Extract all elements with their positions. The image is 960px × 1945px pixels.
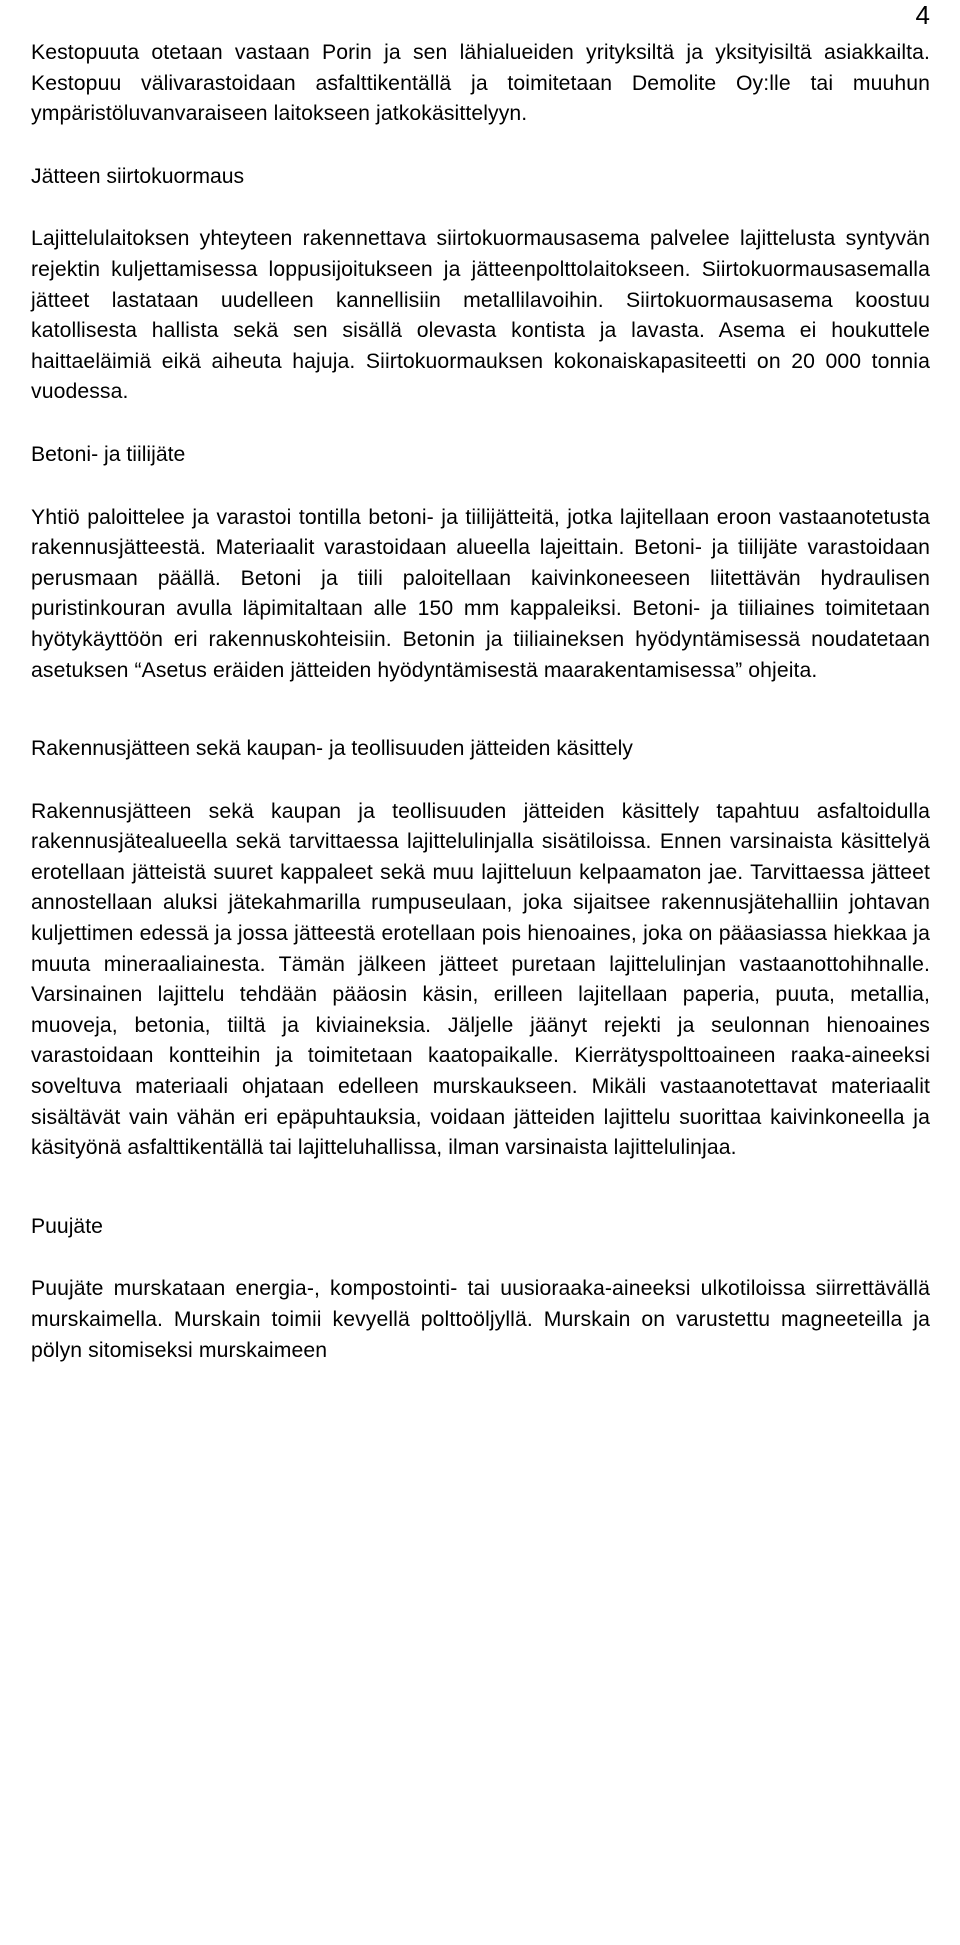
paragraph-puujate: Puujäte murskataan energia-, kompostointi- tai uusioraaka-aineeksi ulkotiloissa siirrettävällä murskaimella. Murskain toimii kevyellä polttoöljyllä. Murskain on varustettu magneeteilla ja pölyn sitomiseksi murskaimeen	[31, 1277, 930, 1362]
heading-jatteen-siirtokuormaus: Jätteen siirtokuormaus	[31, 164, 245, 188]
paragraph-rakennusjatteen-kasittely: Rakennusjätteen sekä kaupan ja teollisuuden jätteiden käsittely tapahtuu asfaltoidulla rakennusjätealueella sekä tarvittaessa lajittelulinjalla sisätiloissa. Ennen varsinaista käsittelyä erotellaan jätteistä suuret kappaleet sekä muu lajitteluun kelpaamaton jae. Tarvittaessa jätteet annostellaan aluksi jätekahmarilla rumpuseulaan, joka sijaitsee rakennusjätehalliin johtavan kuljettimen edessä ja jossa jätteestä erotellaan pois hienoaines, joka on pääasiassa hiekkaa ja muuta mineraaliainesta. Tämän jälkeen jätteet puretaan lajittelulinjan vastaanottohihnalle. Varsinainen lajittelu tehdään pääosin käsin, erilleen lajitellaan paperia, puuta, metallia, muoveja, betonia, tiiltä ja kiviaineksia. Jäljelle jäänyt rejekti ja seulonnan hienoaines varastoidaan kontteihin ja toimitetaan kaatopaikalle. Kierrätyspolttoaineen raaka-aineeksi soveltuva materiaali ohjataan edelleen murskaukseen. Mikäli vastaanotettavat materiaalit sisältävät vain vähän eri epäpuhtauksia, voidaan jätteiden lajittelu suorittaa kaivinkoneella ja käsityönä asfalttikentällä tai lajitteluhallissa, ilman varsinaista lajittelulinjaa.	[31, 799, 930, 1160]
document-body	[31, 38, 930, 1366]
page-number: 4	[915, 0, 930, 30]
heading-puujate: Puujäte	[31, 1214, 103, 1238]
heading-betoni-ja-tiilijate: Betoni- ja tiilijäte	[31, 442, 186, 466]
paragraph-kestopuu: Kestopuuta otetaan vastaan Porin ja sen lähialueiden yrityksiltä ja yksityisiltä asiakkailta. Kestopuu välivarastoidaan asfalttikentällä ja toimitetaan Demolite Oy:lle tai muuhun ympäristöluvanvaraiseen laitokseen jatkokäsittelyyn.	[31, 41, 930, 126]
paragraph-betoni-ja-tiilijate: Yhtiö paloittelee ja varastoi tontilla betoni- ja tiilijätteitä, jotka lajitellaan eroon vastaanotetusta rakennusjätteestä. Materiaalit varastoidaan alueella lajeittain. Betoni- ja tiilijäte varastoidaan perusmaan päällä. Betoni ja tiili paloitellaan kaivinkoneeseen liitettävän hydraulisen puristinkouran avulla läpimitaltaan alle 150 mm kappaleiksi. Betoni- ja tiiliaines toimitetaan hyötykäyttöön eri rakennuskohteisiin. Betonin ja tiiliaineksen hyödyntämisessä noudatetaan asetuksen “Asetus eräiden jätteiden hyödyntämisestä maarakentamisessa” ohjeita.	[31, 505, 930, 682]
paragraph-siirtokuormaus: Lajittelulaitoksen yhteyteen rakennettava siirtokuormausasema palvelee lajittelusta syntyvän rejektin kuljettamisessa loppusijoitukseen ja jätteenpolttolaitokseen. Siirtokuormausasemalla jätteet lastataan uudelleen kannellisiin metallilavoihin. Siirtokuormausasema koostuu katollisesta hallista sekä sen sisällä olevasta kontista ja lavasta. Asema ei houkuttele haittaeläimiä eikä aiheuta hajuja. Siirtokuormauksen kokonaiskapasiteetti on 20 000 tonnia vuodessa.	[31, 227, 930, 404]
heading-rakennusjatteen-kasittely: Rakennusjätteen sekä kaupan- ja teollisuuden jätteiden käsittely	[31, 737, 633, 761]
